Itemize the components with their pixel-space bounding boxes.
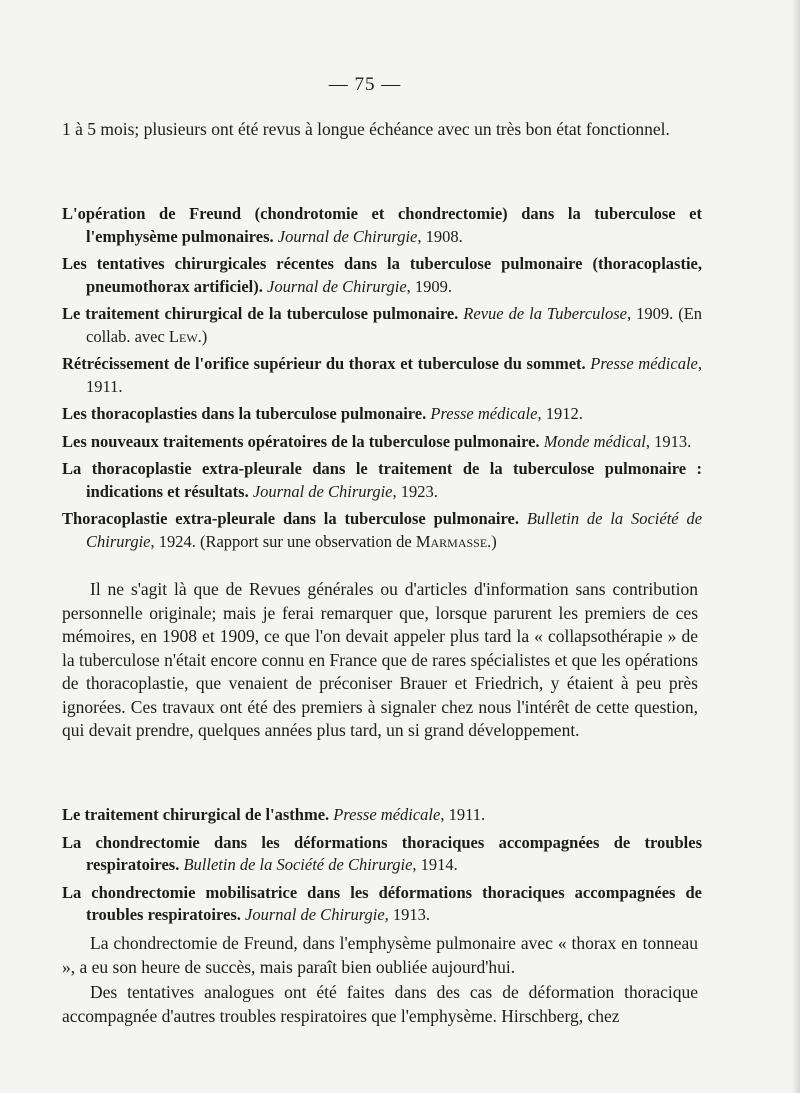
- reference-item: [62, 431, 702, 454]
- closing-paragraph: La chondrectomie de Freund, dans l'emphysème pulmonaire avec « thorax en tonneau », a eu son heure de succès, mais paraît bien oubliée aujourd'hui.: [62, 933, 698, 977]
- reference-title: La chondrectomie dans les déformations thoraciques accompagnées de troubles respiratoires.: [62, 832, 702, 874]
- reference-year: , 1908.: [417, 226, 463, 246]
- reference-year: , 1911.: [86, 354, 702, 396]
- reference-title: Rétrécissement de l'orifice supérieur du thorax et tuberculose du sommet.: [62, 354, 586, 373]
- reference-year: , 1914.: [412, 855, 458, 874]
- reference-journal: Monde médical: [543, 431, 646, 451]
- reference-title: Le traitement chirurgical de la tuberculose pulmonaire.: [62, 304, 459, 323]
- closing-section: [62, 932, 698, 1028]
- reference-item: [62, 458, 702, 503]
- reference-journal: Journal de Chirurgie: [245, 905, 385, 924]
- reference-list-1: [62, 203, 702, 558]
- reference-year: , 1911.: [440, 805, 486, 824]
- reference-list-2: [62, 804, 702, 932]
- middle-paragraph: Il ne s'agit là que de Revues générales ou d'articles d'information sans contribution personnelle originale; mais je ferai remarquer que, lorsque parurent les premiers de ces mémoires, en 1908 et 1909, ce que l'on devait appeler plus tard la « collapsothérapie » de la tuberculose n'était encore connu en France que de rares spécialistes et que les opérations de thoracoplastie, que venaient de préconiser Brauer et Friedrich, y étaient à peu près ignorées. Ces travaux ont été des premiers à signaler chez nous l'intérêt de cette question, qui devait prendre, quelques années plus tard, un si grand développement.: [62, 579, 698, 740]
- reference-item: [62, 303, 702, 348]
- reference-item: [62, 253, 702, 298]
- reference-year: , 1924.: [150, 531, 196, 551]
- reference-journal: Presse médicale: [590, 354, 698, 373]
- top-paragraph: 1 à 5 mois; plusieurs ont été revus à longue échéance avec un très bon état fonctionnel.: [62, 119, 670, 139]
- closing-paragraph: Des tentatives analogues ont été faites dans des cas de déformation thoracique accompagnée d'autres troubles respiratoires que l'emphysème. Hirschberg, chez: [62, 982, 698, 1026]
- reference-item: [62, 882, 702, 927]
- reference-note-end: .): [197, 326, 208, 346]
- reference-year: , 1909.: [406, 276, 453, 296]
- reference-journal: Journal de Chirurgie: [277, 226, 418, 246]
- reference-note: (En collab. avec: [86, 304, 703, 346]
- reference-title: Le traitement chirurgical de l'asthme.: [62, 805, 330, 824]
- reference-title: La chondrectomie mobilisatrice dans les déformations thoraciques accompagnées de troubles respiratoires.: [62, 882, 702, 924]
- reference-journal: Bulletin de la Société de Chirurgie: [86, 509, 703, 551]
- reference-title: Les tentatives chirurgicales récentes dans la tuberculose pulmonaire (thoracoplastie, pneumothorax artificiel).: [62, 254, 702, 296]
- reference-item: [62, 203, 702, 248]
- reference-journal: Revue de la Tuberculose: [463, 304, 627, 323]
- reference-journal: Journal de Chirurgie: [267, 276, 407, 296]
- reference-item: [62, 403, 702, 426]
- reference-year: , 1909.: [626, 304, 674, 323]
- reference-item: [62, 804, 702, 827]
- reference-item: [62, 832, 702, 877]
- reference-year: , 1923.: [392, 481, 438, 501]
- reference-title: Thoracoplastie extra-pleurale dans la tuberculose pulmonaire.: [62, 509, 519, 528]
- reference-journal: Presse médicale: [333, 805, 441, 824]
- reference-title: Les nouveaux traitements opératoires de la tuberculose pulmonaire.: [62, 431, 540, 451]
- reference-year: , 1913.: [645, 431, 692, 451]
- reference-year: , 1913.: [384, 905, 431, 924]
- reference-item: [62, 508, 702, 553]
- reference-journal: Journal de Chirurgie: [252, 481, 393, 501]
- reference-journal: Bulletin de la Société de Chirurgie: [183, 855, 413, 874]
- reference-title: L'opération de Freund (chondrotomie et chondrectomie) dans la tuberculose et l'emphysème pulmonaires.: [62, 204, 702, 246]
- reference-note-end: .): [487, 531, 497, 551]
- reference-journal: Presse médicale: [430, 404, 538, 423]
- reference-note-name: Marmasse: [415, 531, 488, 551]
- reference-item: [62, 353, 702, 398]
- reference-year: , 1912.: [537, 404, 583, 423]
- reference-title: La thoracoplastie extra-pleurale dans le traitement de la tuberculose pulmonaire : indications et résultats.: [62, 459, 702, 501]
- reference-note-name: Lew: [168, 326, 198, 346]
- page-number: — 75 —: [328, 74, 402, 95]
- page-edge-shadow: [792, 0, 800, 1093]
- reference-title: Les thoracoplasties dans la tuberculose pulmonaire.: [62, 404, 427, 423]
- reference-note: (Rapport sur une observation de: [199, 531, 416, 551]
